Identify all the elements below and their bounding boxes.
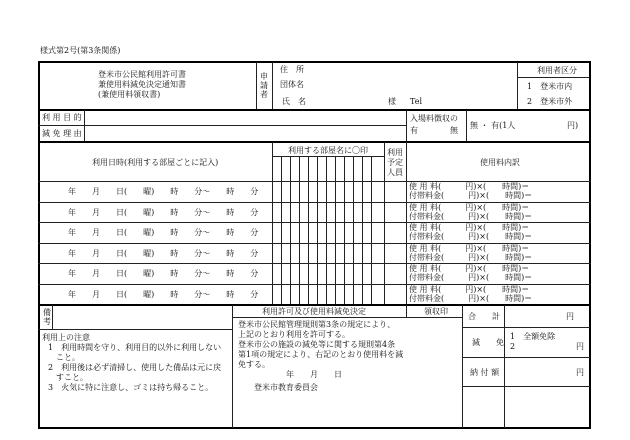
people-header-2: 予定 (387, 158, 403, 167)
room-column-line (326, 156, 327, 304)
title-line-1: 登米市公民館利用許可書 (98, 70, 186, 79)
remarks-label-2: 考 (43, 317, 51, 326)
room-column-line (290, 156, 291, 304)
datetime-header: 利用日時(利用する部屋ごとに記入) (92, 158, 219, 167)
receipt-label: 領収印 (424, 307, 448, 316)
purpose-label: 利 用 目 的 (42, 113, 82, 122)
room-column-line (335, 156, 336, 304)
room-column-line (299, 156, 300, 304)
permit-text-3: 登米市公の施設の減免等に関する規則第4条 (238, 340, 396, 349)
reduction-opt-2: 2 (510, 342, 516, 351)
room-column-line (353, 156, 354, 304)
people-header-3: 人員 (387, 168, 403, 177)
frame-left (38, 61, 40, 429)
row-datetime: 年 月 日( 曜) 時 分〜 時 分 (68, 269, 259, 278)
row-datetime: 年 月 日( 曜) 時 分〜 時 分 (68, 228, 259, 237)
tel-label: Tel (410, 97, 423, 106)
user-category-title: 利用者区分 (537, 66, 577, 75)
applicant-label-3: 者 (260, 90, 268, 99)
permit-text-5: 免する。 (238, 360, 270, 369)
row-fee-line-1: 使 用 料( 円)×( 時間)＝ (409, 264, 530, 273)
room-column-line (281, 156, 282, 304)
fee-header: 使用料内訳 (480, 158, 520, 167)
note-1: 1 利用時間を守り、利用目的以外に利用しない (48, 343, 222, 352)
row-fee-line-2: 付帯料金( 円)×( 時間)＝ (409, 191, 533, 200)
row-fee-line-2: 付帯料金( 円)×( 時間)＝ (409, 212, 533, 221)
frame-right (589, 61, 591, 429)
room-column-line (371, 156, 372, 304)
form-id: 様式第2号(第3条関係) (40, 46, 121, 55)
note-2b: すこと。 (48, 373, 88, 382)
title-line-3: (兼使用料領収書) (98, 90, 161, 99)
frame-top (38, 61, 591, 63)
remarks-label-1: 備 (43, 308, 51, 317)
paid-label: 納 付 額 (470, 368, 500, 377)
row-fee-line-2: 付帯料金( 円)×( 時間)＝ (409, 294, 533, 303)
row-fee-line-1: 使 用 料( 円)×( 時間)＝ (409, 223, 530, 232)
issuer: 登米市教育委員会 (254, 383, 318, 392)
notes-title: 利用上の注意 (42, 333, 90, 342)
permit-title: 利用許可及び使用料減免決定 (262, 307, 366, 316)
admission-label-2: 有 無 (410, 126, 458, 135)
row-fee-line-2: 付帯料金( 円)×( 時間)＝ (409, 232, 533, 241)
seal-label: 様 (388, 97, 396, 106)
permit-text-1: 登米市公民館管理規則第3条の規定により、 (238, 320, 396, 329)
admission-unit: 円) (567, 121, 579, 130)
row-datetime: 年 月 日( 曜) 時 分〜 時 分 (68, 249, 259, 258)
row-fee-line-2: 付帯料金( 円)×( 時間)＝ (409, 273, 533, 282)
row-datetime: 年 月 日( 曜) 時 分〜 時 分 (68, 290, 259, 299)
total-unit: 円 (566, 312, 574, 321)
applicant-label-2: 請 (260, 81, 268, 90)
reduction-opt-1: 1 全額免除 (510, 332, 556, 341)
row-datetime: 年 月 日( 曜) 時 分〜 時 分 (68, 208, 259, 217)
note-1b: こと。 (48, 353, 80, 362)
applicant-label-1: 申 (260, 72, 268, 81)
row-fee-line-2: 付帯料金( 円)×( 時間)＝ (409, 253, 533, 262)
reduction-unit: 円 (576, 342, 584, 351)
room-column-line (344, 156, 345, 304)
name-label: 氏 名 (282, 97, 306, 106)
permit-text-2: 上記のとおり利用を許可する。 (238, 330, 350, 339)
room-column-line (308, 156, 309, 304)
permit-date: 年 月 日 (286, 370, 342, 379)
frame-bottom (38, 427, 591, 429)
room-header: 利用する部屋名に〇印 (288, 146, 368, 155)
user-category-2: 2 登米市外 (527, 97, 573, 106)
title-line-2: 兼使用料減免決定通知書 (98, 80, 186, 89)
row-datetime: 年 月 日( 曜) 時 分〜 時 分 (68, 187, 259, 196)
paid-unit: 円 (576, 368, 584, 377)
room-column-line (317, 156, 318, 304)
note-3: 3 火気に特に注意し、ゴミは持ち帰ること。 (48, 383, 214, 392)
row-fee-line-1: 使 用 料( 円)×( 時間)＝ (409, 182, 530, 191)
row-fee-line-1: 使 用 料( 円)×( 時間)＝ (409, 203, 530, 212)
total-label: 合 計 (468, 312, 500, 321)
room-column-line (362, 156, 363, 304)
address-label: 住 所 (280, 65, 304, 74)
admission-label-1: 入場料徴収の (410, 114, 458, 123)
admission-value: 無 ・ 有(1人 (470, 121, 516, 130)
row-fee-line-1: 使 用 料( 円)×( 時間)＝ (409, 285, 530, 294)
row-fee-line-1: 使 用 料( 円)×( 時間)＝ (409, 244, 530, 253)
people-header-1: 利用 (387, 148, 403, 157)
note-2: 2 利用後は必ず清掃し、使用した備品は元に戻 (48, 363, 222, 372)
org-label: 団体名 (280, 80, 304, 89)
reduction-reason-label: 減 免 理 由 (42, 129, 82, 138)
permit-text-4: 第1項の規定により、右記のとおり使用料を減 (238, 350, 404, 359)
user-category-1: 1 登米市内 (527, 82, 573, 91)
reduction-label: 減 免 (472, 338, 504, 347)
